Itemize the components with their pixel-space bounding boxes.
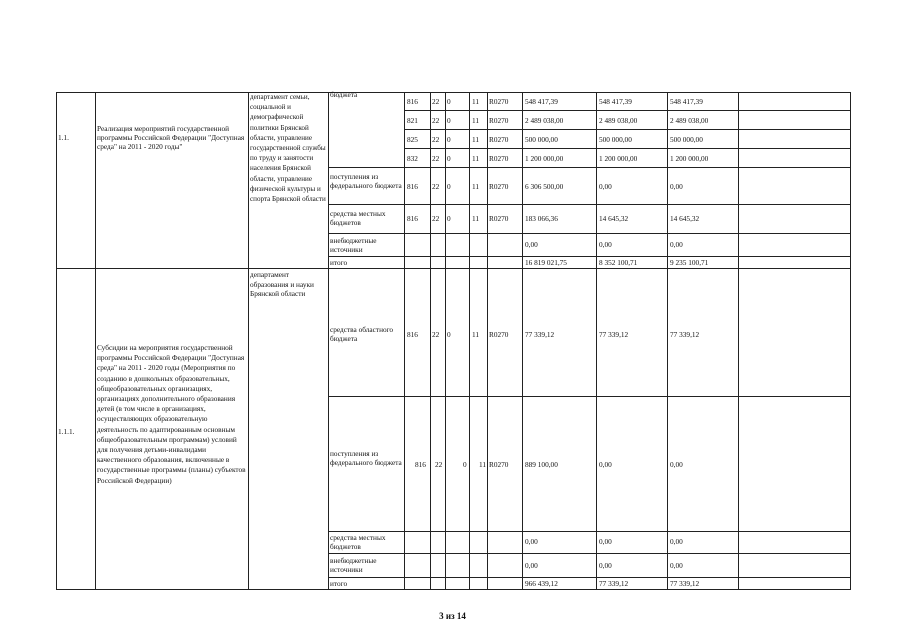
section-code: 22 (435, 460, 443, 469)
table-rule (445, 92, 446, 590)
amount-year-3: 77 339,12 (670, 330, 700, 339)
item-executor: департамент семьи, социальной и демографической политики Брянской области, управление государственной службы по труду и занятости населения Брянской области, управление физической культуры и спорта Брянской области (250, 93, 326, 204)
table-rule (248, 92, 249, 590)
subsection-code: 0 (447, 154, 451, 163)
amount-year-1: 6 306 500,00 (525, 182, 564, 191)
amount-year-1: 0,00 (525, 561, 538, 570)
article-code: 11 (472, 182, 480, 191)
table-rule (56, 268, 850, 269)
amount-year-3: 0,00 (670, 460, 683, 469)
funding-source: бюджета (330, 90, 358, 99)
amount-year-3: 1 200 000,00 (670, 154, 709, 163)
article-code: 11 (472, 330, 480, 339)
article-code: 11 (472, 116, 480, 125)
amount-year-3: 2 489 038,00 (670, 116, 709, 125)
amount-year-1: 548 417,39 (525, 97, 558, 106)
table-rule (328, 256, 850, 257)
article-code: 11 (472, 97, 480, 106)
amount-year-1: 500 000,00 (525, 135, 558, 144)
section-code: 22 (432, 182, 440, 191)
table-rule (404, 92, 405, 590)
total-year-1: 966 439,12 (525, 579, 558, 588)
table-rule (404, 110, 850, 111)
table-rule (328, 577, 850, 578)
amount-year-3: 500 000,00 (670, 135, 703, 144)
grbs-code: 816 (407, 182, 418, 191)
grbs-code: 816 (407, 330, 418, 339)
amount-year-1: 2 489 038,00 (525, 116, 564, 125)
table-rule (328, 233, 850, 234)
subsection-code: 0 (463, 460, 467, 469)
grbs-code: 816 (407, 97, 418, 106)
amount-year-3: 0,00 (670, 537, 683, 546)
target-code: R0270 (489, 116, 509, 125)
amount-year-1: 77 339,12 (525, 330, 555, 339)
funding-source: внебюджетные источники (330, 556, 377, 575)
grbs-code: 821 (407, 116, 418, 125)
table-rule (95, 92, 96, 590)
section-code: 22 (432, 97, 440, 106)
amount-year-2: 0,00 (599, 537, 612, 546)
amount-year-3: 14 645,32 (670, 214, 700, 223)
total-year-2: 8 352 100,71 (599, 258, 638, 267)
table-rule (850, 92, 851, 590)
article-code: 11 (472, 214, 480, 223)
subsection-code: 0 (447, 330, 451, 339)
grbs-code: 825 (407, 135, 418, 144)
grbs-code: 816 (407, 214, 418, 223)
amount-year-2: 0,00 (599, 240, 612, 249)
table-rule (738, 92, 739, 590)
total-year-3: 77 339,12 (670, 579, 700, 588)
item-name: Реализация мероприятий государственной программы Российской Федерации "Доступная среда" на 2011 - 2020 годы" (97, 124, 245, 152)
item-executor: департамент образования и науки Брянской области (250, 270, 314, 299)
amount-year-2: 548 417,39 (599, 97, 632, 106)
subsection-code: 0 (447, 214, 451, 223)
amount-year-3: 0,00 (670, 240, 683, 249)
amount-year-2: 0,00 (599, 460, 612, 469)
amount-year-2: 1 200 000,00 (599, 154, 638, 163)
table-rule (56, 92, 850, 93)
target-code: R0270 (489, 460, 509, 469)
target-code: R0270 (489, 182, 509, 191)
subsection-code: 0 (447, 182, 451, 191)
amount-year-1: 0,00 (525, 240, 538, 249)
funding-source: средства местных бюджетов (330, 209, 386, 228)
amount-year-2: 0,00 (599, 182, 612, 191)
section-code: 22 (432, 330, 440, 339)
page-number: 3 из 14 (439, 611, 466, 621)
table-rule (596, 92, 597, 590)
amount-year-3: 0,00 (670, 561, 683, 570)
item-number: 1.1.1. (58, 427, 75, 436)
funding-source: средства местных бюджетов (330, 533, 386, 552)
table-rule (487, 92, 488, 590)
funding-source: поступления из федерального бюджета (330, 172, 402, 191)
amount-year-2: 14 645,32 (599, 214, 629, 223)
target-code: R0270 (489, 330, 509, 339)
total-label: итого (330, 579, 348, 588)
amount-year-2: 2 489 038,00 (599, 116, 638, 125)
table-rule (328, 92, 329, 590)
target-code: R0270 (489, 214, 509, 223)
target-code: R0270 (489, 97, 509, 106)
table-rule (328, 167, 850, 168)
article-code: 11 (472, 154, 480, 163)
table-rule (328, 531, 850, 532)
amount-year-2: 0,00 (599, 561, 612, 570)
funding-source: средства областного бюджета (330, 325, 394, 344)
table-rule (404, 148, 850, 149)
item-name: Субсидии на мероприятия государственной программы Российской Федерации "Доступная среда" на 2011 - 2020 годы (Мероприятия по созданию в дошкольных образовательных, общеобразовательных организациях, организациях дополнительного образования детей (в том числе в организациях, осуществляющих образовательную деятельность по адаптированным основным общеобразовательным программам) условий для получения детьми-инвалидами качественного образования, включенные в государственные программы (планы) субъектов Российской Федерации) (97, 343, 246, 485)
article-code: 11 (472, 135, 480, 144)
subsection-code: 0 (447, 97, 451, 106)
subsection-code: 0 (447, 135, 451, 144)
table-rule (56, 589, 850, 590)
amount-year-1: 1 200 000,00 (525, 154, 564, 163)
section-code: 22 (432, 135, 440, 144)
funding-source: внебюджетные источники (330, 236, 377, 255)
item-number: 1.1. (58, 133, 69, 142)
total-year-2: 77 339,12 (599, 579, 629, 588)
grbs-code: 832 (407, 154, 418, 163)
table-rule (469, 92, 470, 590)
amount-year-3: 0,00 (670, 182, 683, 191)
table-rule (328, 553, 850, 554)
amount-year-2: 500 000,00 (599, 135, 632, 144)
section-code: 22 (432, 214, 440, 223)
total-year-3: 9 235 100,71 (670, 258, 709, 267)
section-code: 22 (432, 116, 440, 125)
total-label: итого (330, 258, 348, 267)
amount-year-1: 183 066,36 (525, 214, 558, 223)
target-code: R0270 (489, 135, 509, 144)
amount-year-3: 548 417,39 (670, 97, 703, 106)
table-rule (328, 204, 850, 205)
total-year-1: 16 819 021,75 (525, 258, 567, 267)
subsection-code: 0 (447, 116, 451, 125)
table-rule (404, 129, 850, 130)
amount-year-1: 889 100,00 (525, 460, 558, 469)
table-rule (328, 396, 850, 397)
amount-year-2: 77 339,12 (599, 330, 629, 339)
funding-source: поступления из федерального бюджета (330, 449, 402, 468)
table-rule (667, 92, 668, 590)
target-code: R0270 (489, 154, 509, 163)
table-rule (56, 92, 57, 590)
amount-year-1: 0,00 (525, 537, 538, 546)
table-rule (430, 92, 431, 590)
section-code: 22 (432, 154, 440, 163)
grbs-code: 816 (415, 460, 426, 469)
article-code: 11 (479, 460, 487, 469)
table-rule (522, 92, 523, 590)
